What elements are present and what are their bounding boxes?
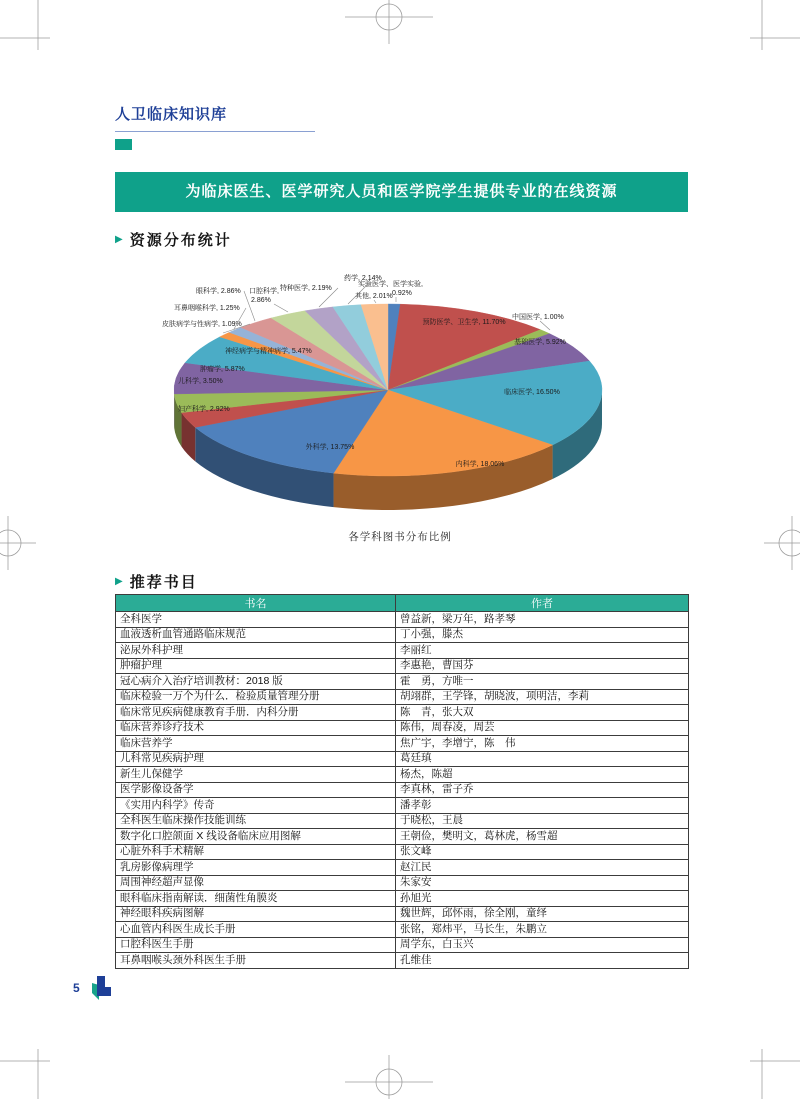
book-title-cell: 冠心病介入治疗培训教材：2018 版 xyxy=(116,674,396,690)
trim-mark-top-left xyxy=(0,0,50,50)
book-title-cell: 心血管内科医生成长手册 xyxy=(116,922,396,938)
table-row xyxy=(116,736,689,752)
table-row xyxy=(116,813,689,829)
book-authors-cell: 葛廷瑱 xyxy=(396,751,689,767)
section-heading-books xyxy=(115,571,198,592)
pie-slice-label: 中国医学, 1.00% xyxy=(512,314,564,321)
book-title-cell: 《实用内科学》传奇 xyxy=(116,798,396,814)
book-authors-cell: 陈 青，张大双 xyxy=(396,705,689,721)
book-title-cell: 临床营养诊疗技术 xyxy=(116,720,396,736)
trim-mark-top-right xyxy=(750,0,800,50)
book-authors-cell: 霍 勇，方唯一 xyxy=(396,674,689,690)
table-row xyxy=(116,922,689,938)
table-row xyxy=(116,891,689,907)
book-title-cell: 全科医生临床操作技能训练 xyxy=(116,813,396,829)
table-header-row xyxy=(116,595,689,612)
pie-slice-label: 其他, 2.01% xyxy=(355,293,393,300)
table-row xyxy=(116,844,689,860)
pie-label-leader xyxy=(274,304,288,312)
book-authors-cell: 孔维佳 xyxy=(396,953,689,969)
registration-mark-bottom xyxy=(345,1055,433,1099)
tagline-banner: 为临床医生、医学研究人员和医学院学生提供专业的在线资源 xyxy=(115,172,688,212)
title-underline xyxy=(115,131,315,132)
pie-label-leader xyxy=(244,291,255,321)
registration-mark-right xyxy=(764,516,800,570)
teal-accent-square xyxy=(115,139,132,150)
triangle-bullet-icon: ▶ xyxy=(115,233,123,245)
book-title-cell: 儿科常见疾病护理 xyxy=(116,751,396,767)
table-row xyxy=(116,627,689,643)
table-row xyxy=(116,751,689,767)
book-title-cell: 全科医学 xyxy=(116,612,396,628)
pie-slice-label: 耳鼻咽喉科学, 1.25% xyxy=(174,305,240,312)
book-title-cell: 周围神经超声显像 xyxy=(116,875,396,891)
section-heading-books-label: 推荐书目 xyxy=(129,574,198,591)
book-title-cell: 临床营养学 xyxy=(116,736,396,752)
logo-blue-shape xyxy=(97,976,111,996)
table-row xyxy=(116,658,689,674)
pie-slice-label: 临床医学, 16.50% xyxy=(504,389,560,396)
table-row xyxy=(116,906,689,922)
book-authors-cell: 张铭，郑炜平，马长生，朱鹏立 xyxy=(396,922,689,938)
pie-label-leader xyxy=(540,321,550,330)
book-authors-cell: 李真林，雷子乔 xyxy=(396,782,689,798)
book-title-cell: 神经眼科疾病图解 xyxy=(116,906,396,922)
book-title-cell: 泌尿外科护理 xyxy=(116,643,396,659)
book-title-cell: 新生儿保健学 xyxy=(116,767,396,783)
table-row xyxy=(116,782,689,798)
book-authors-cell: 李惠艳，曹国芬 xyxy=(396,658,689,674)
table-row xyxy=(116,689,689,705)
table-row xyxy=(116,705,689,721)
book-authors-cell: 焦广宇，李增宁，陈 伟 xyxy=(396,736,689,752)
table-row xyxy=(116,937,689,953)
pie-slice-label: 儿科学, 3.50% xyxy=(178,378,223,385)
pie-slice-label: 药学, 2.14% xyxy=(344,275,382,282)
book-authors-cell: 朱家安 xyxy=(396,875,689,891)
book-title-cell: 乳房影像病理学 xyxy=(116,860,396,876)
section-heading-stats-label: 资源分布统计 xyxy=(129,232,232,249)
pie-label-leader xyxy=(374,300,376,303)
table-row xyxy=(116,612,689,628)
pie-slice-label: 实验医学、医学实验, 0.92% xyxy=(358,281,423,297)
trim-mark-bottom-right xyxy=(750,1049,800,1099)
page-title: 人卫临床知识库 xyxy=(115,106,228,123)
pie-slice-label: 外科学, 13.75% xyxy=(305,444,355,451)
book-authors-cell: 赵江民 xyxy=(396,860,689,876)
pie-slice-label: 妇产科学, 2.92% xyxy=(178,406,230,413)
pie-slice-label: 肿瘤学, 5.87% xyxy=(200,366,245,373)
book-table-body xyxy=(116,612,689,969)
table-row xyxy=(116,860,689,876)
book-title-cell: 口腔科医生手册 xyxy=(116,937,396,953)
pie-slice-label: 基础医学, 5.92% xyxy=(514,339,566,346)
registration-mark-left xyxy=(0,516,36,570)
pie-chart xyxy=(112,262,688,562)
book-authors-cell: 于晓松，王晨 xyxy=(396,813,689,829)
pie-slice-label: 眼科学, 2.86% xyxy=(196,288,241,295)
registration-mark-top xyxy=(345,0,433,44)
book-title-cell: 数字化口腔颌面 X 线设备临床应用图解 xyxy=(116,829,396,845)
column-header-authors: 作者 xyxy=(396,595,689,612)
book-title-cell: 临床常见疾病健康教育手册．内科分册 xyxy=(116,705,396,721)
book-title-cell: 耳鼻咽喉头颈外科医生手册 xyxy=(116,953,396,969)
book-table xyxy=(115,594,689,969)
book-authors-cell: 丁小强，滕杰 xyxy=(396,627,689,643)
table-row xyxy=(116,798,689,814)
book-title-cell: 肿瘤护理 xyxy=(116,658,396,674)
table-row xyxy=(116,829,689,845)
book-authors-cell: 张文峰 xyxy=(396,844,689,860)
table-row xyxy=(116,643,689,659)
book-authors-cell: 王朝俭，樊明文，葛林虎，杨雪超 xyxy=(396,829,689,845)
pie-slice-label: 特种医学, 2.19% xyxy=(280,285,332,292)
book-title-cell: 眼科临床指南解读．细菌性角膜炎 xyxy=(116,891,396,907)
pie-slice-label: 神经病学与精神病学, 5.47% xyxy=(225,348,312,355)
book-authors-cell: 陈伟，周春凌，周芸 xyxy=(396,720,689,736)
book-authors-cell: 杨杰，陈超 xyxy=(396,767,689,783)
trim-mark-bottom-left xyxy=(0,1049,50,1099)
publisher-logo xyxy=(90,975,116,1003)
book-authors-cell: 周学东，白玉兴 xyxy=(396,937,689,953)
table-row xyxy=(116,953,689,969)
book-title-cell: 心脏外科手术精解 xyxy=(116,844,396,860)
table-row xyxy=(116,720,689,736)
book-title-cell: 临床检验一万个为什么．检验质量管理分册 xyxy=(116,689,396,705)
pie-slice-label: 内科学, 18.06% xyxy=(455,461,505,468)
table-row xyxy=(116,875,689,891)
table-row xyxy=(116,767,689,783)
page-number: 5 xyxy=(73,981,80,995)
book-authors-cell: 孙旭光 xyxy=(396,891,689,907)
book-authors-cell: 魏世辉，邱怀雨，徐全刚，童绎 xyxy=(396,906,689,922)
pie-slice-label: 预防医学、卫生学, 11.70% xyxy=(422,319,506,326)
chart-caption: 各学科图书分布比例 xyxy=(348,531,452,543)
column-header-title: 书名 xyxy=(116,595,396,612)
book-title-cell: 血液透析血管通路临床规范 xyxy=(116,627,396,643)
pie-slice-label: 口腔科学, 2.86% xyxy=(249,288,279,304)
section-heading-stats xyxy=(115,229,232,250)
book-authors-cell: 胡翊群，王学锋，胡晓波，项明洁，李莉 xyxy=(396,689,689,705)
table-row xyxy=(116,674,689,690)
pie-slice-label: 皮肤病学与性病学, 1.09% xyxy=(162,321,242,328)
book-title-cell: 医学影像设备学 xyxy=(116,782,396,798)
book-authors-cell: 李丽红 xyxy=(396,643,689,659)
book-authors-cell: 潘孝彰 xyxy=(396,798,689,814)
triangle-bullet-icon: ▶ xyxy=(115,575,123,587)
book-authors-cell: 曾益新，梁万年，路孝琴 xyxy=(396,612,689,628)
